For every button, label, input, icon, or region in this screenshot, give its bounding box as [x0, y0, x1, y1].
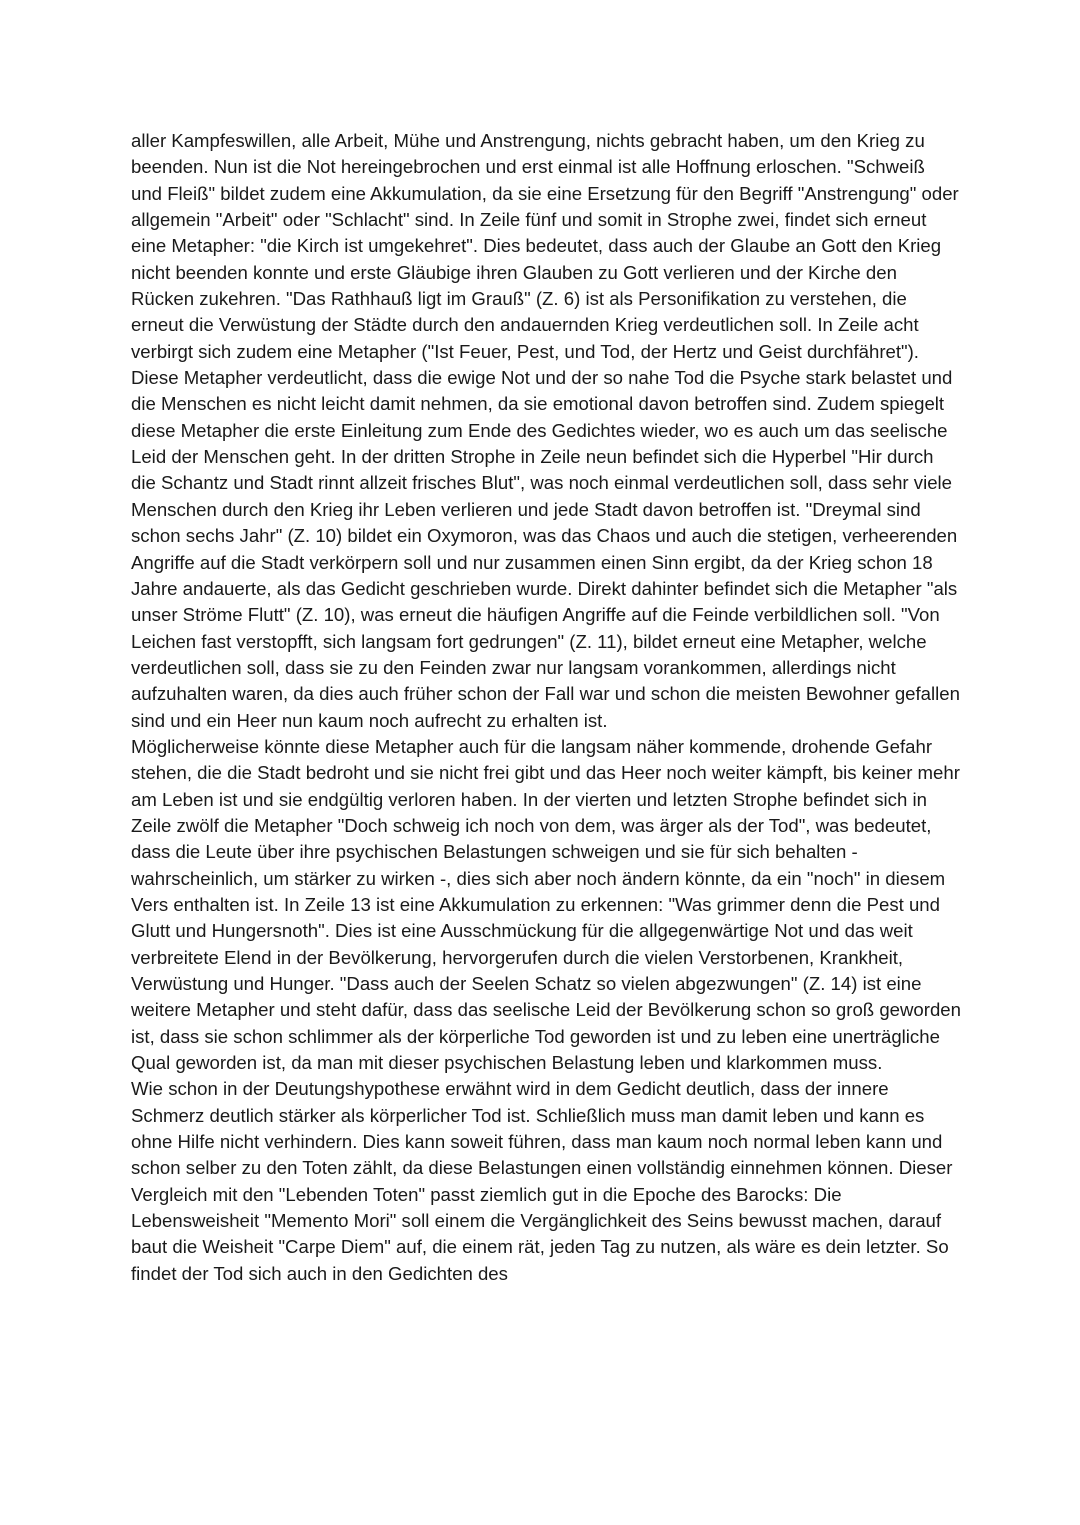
paragraph-analysis-part-1: aller Kampfeswillen, alle Arbeit, Mühe und Anstrengung, nichts gebracht haben, um den Krieg zu beenden. Nun ist die Not hereingebrochen und erst einmal ist alle Hoffnung erloschen. "Schweiß und Fleiß" bildet zudem eine Akkumulation, da sie eine Ersetzung für den Begriff "Anstrengung" oder allgemein "Arbeit" oder "Schlacht" sind. In Zeile fünf und somit in Strophe zwei, findet sich erneut eine Metapher: "die Kirch ist umgekehret". Dies bedeutet, dass auch der Glaube an Gott den Krieg nicht beenden konnte und erste Gläubige ihren Glauben zu Gott verlieren und der Kirche den Rücken zukehren. "Das Rathhauß ligt im Grauß" (Z. 6) ist als Personifikation zu verstehen, die erneut die Verwüstung der Städte durch den andauernden Krieg verdeutlichen soll. In Zeile acht verbirgt sich zudem eine Metapher ("Ist Feuer, Pest, und Tod, der Hertz und Geist durchfähret"). Diese Metapher verdeutlicht, dass die ewige Not und der so nahe Tod die Psyche stark belastet und die Menschen es nicht leicht damit nehmen, da sie emotional davon betroffen sind. Zudem spiegelt diese Metapher die erste Einleitung zum Ende des Gedichtes wieder, wo es auch um das seelische Leid der Menschen geht. In der dritten Strophe in Zeile neun befindet sich die Hyperbel "Hir durch die Schantz und Stadt rinnt allzeit frisches Blut", was noch einmal verdeutlichen soll, dass sehr viele Menschen durch den Krieg ihr Leben verlieren und jede Stadt davon betroffen ist. "Dreymal sind schon sechs Jahr" (Z. 10) bildet ein Oxymoron, was das Chaos und auch die stetigen, verheerenden Angriffe auf die Stadt verkörpern soll und nur zusammen einen Sinn ergibt, da der Krieg schon 18 Jahre andauerte, als das Gedicht geschrieben wurde. Direkt dahinter befindet sich die Metapher "als unser Ströme Flutt" (Z. 10), was erneut die häufigen Angriffe auf die Feinde verbildlichen soll. "Von Leichen fast verstopfft, sich langsam fort gedrungen" (Z. 11), bildet erneut eine Metapher, welche verdeutlichen soll, dass sie zu den Feinden zwar nur langsam vorankommen, allerdings nicht aufzuhalten waren, da dies auch früher schon der Fall war und schon die meisten Bewohner gefallen sind und ein Heer nun kaum noch aufrecht zu erhalten ist. — [131, 130, 960, 731]
paragraph-interpretation: Wie schon in der Deutungshypothese erwähnt wird in dem Gedicht deutlich, dass der innere Schmerz deutlich stärker als körperlicher Tod ist. Schließlich muss man damit leben und kann es ohne Hilfe nicht verhindern. Dies kann soweit führen, dass man kaum noch normal leben kann und schon selber zu den Toten zählt, da diese Belastungen einen vollständig einnehmen können. Dieser Vergleich mit den "Lebenden Toten" passt ziemlich gut in die Epoche des Barocks: Die Lebensweisheit "Memento Mori" soll einem die Vergänglichkeit des Seins bewusst machen, darauf baut die Weisheit "Carpe Diem" auf, die einem rät, jeden Tag zu nutzen, als wäre es dein letzter. So findet der Tod sich auch in den Gedichten des — [131, 1078, 953, 1284]
paragraph-analysis-part-2: Möglicherweise könnte diese Metapher auch für die langsam näher kommende, drohende Gefahr stehen, die die Stadt bedroht und sie nicht frei gibt und das Heer noch weiter kämpft, bis keiner mehr am Leben ist und sie endgültig verloren haben. In der vierten und letzten Strophe befindet sich in Zeile zwölf die Metapher "Doch schweig ich noch von dem, was ärger als der Tod", was bedeutet, dass die Leute über ihre psychischen Belastungen schweigen und sie für sich behalten - wahrscheinlich, um stärker zu wirken -, dies sich aber noch ändern könnte, da ein "noch" in diesem Vers enthalten ist. In Zeile 13 ist eine Akkumulation zu erkennen: "Was grimmer denn die Pest und Glutt und Hungersnoth". Dies ist eine Ausschmückung für die allgegenwärtige Not und das weit verbreitete Elend in der Bevölkerung, hervorgerufen durch die vielen Verstorbenen, Krankheit, Verwüstung und Hunger. "Dass auch der Seelen Schatz so vielen abgezwungen" (Z. 14) ist eine weitere Metapher und steht dafür, dass das seelische Leid der Bevölkerung schon so groß geworden ist, dass sie schon schlimmer als der körperliche Tod geworden ist und zu leben eine unerträgliche Qual geworden ist, da man mit dieser psychischen Belastung leben und klarkommen muss. — [131, 735, 961, 1074]
document-page — [131, 128, 961, 1287]
